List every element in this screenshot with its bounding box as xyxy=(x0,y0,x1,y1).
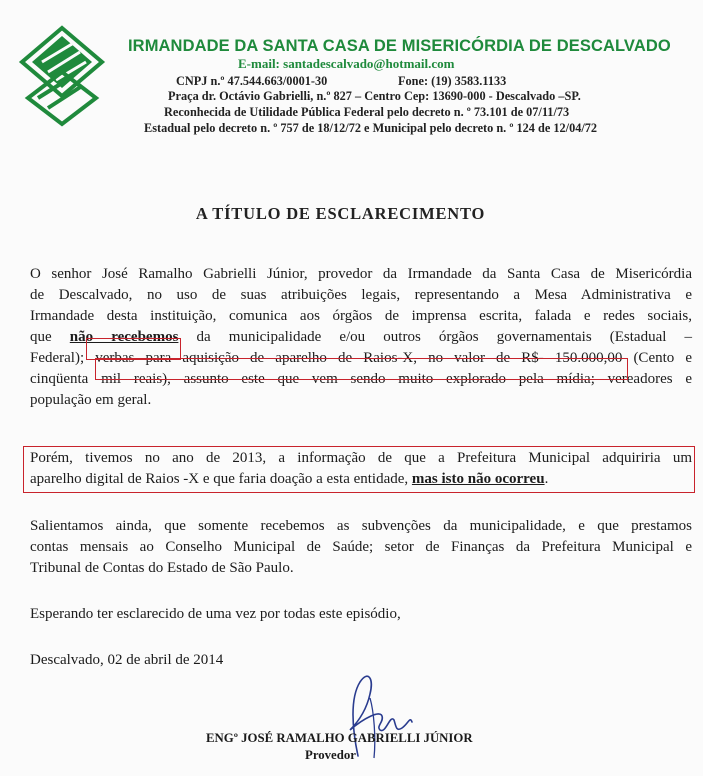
document-date: Descalvado, 02 de abril de 2014 xyxy=(30,652,224,668)
highlight-box-nao-recebemos xyxy=(86,338,181,360)
text-line: aparelho digital de Raios -X e que faria doação a esta entidade, mas isto não ocorreu. xyxy=(30,471,549,487)
paragraph-subventions xyxy=(30,516,692,579)
org-email: E-mail: santadescalvado@hotmail.com xyxy=(238,56,455,71)
highlight-mas-isto-nao-ocorreu: mas isto não ocorreu xyxy=(411,471,545,487)
text-line: Salientamos ainda, que somente recebemos as subvenções da municipalidade, e que prestamos xyxy=(30,518,692,534)
text-line: que não recebemos da municipalidade e/ou outros órgãos governamentais (Estadual – xyxy=(30,329,693,345)
paragraph-closing xyxy=(30,604,692,625)
santa-casa-logo-icon xyxy=(12,22,112,130)
handwritten-signature-icon xyxy=(330,668,420,760)
signatory-role: Provedor xyxy=(305,748,356,762)
text-line: de Descalvado, no uso de suas atribuições legais, representando a Mesa Administrativa e xyxy=(30,287,692,303)
highlight-box-paragraph-2013 xyxy=(23,446,695,493)
text-line: Irmandade desta instituição, comunica aos órgãos de imprensa escrita, falada e redes sociais, xyxy=(30,308,692,324)
text-line: população em geral. xyxy=(30,392,152,408)
org-cnpj: CNPJ n.º 47.544.663/0001-30 xyxy=(176,74,328,88)
highlight-nao-recebemos: não recebemos xyxy=(69,329,179,345)
text-line: Esperando ter esclarecido de uma vez por todas este episódio, xyxy=(30,606,401,622)
text-line: Federal); verbas para aquisição de aparelho de Raios-X, no valor de R$- 150.000,00 (Cento e xyxy=(30,350,692,366)
org-decree-federal: Reconhecida de Utilidade Pública Federal pelo decreto n. º 73.101 de 07/11/73 xyxy=(164,105,570,119)
text-line: Porém, tivemos no ano de 2013, a informação de que a Prefeitura Municipal adquiriria um xyxy=(30,450,692,466)
org-phone: Fone: (19) 3583.1133 xyxy=(398,74,507,88)
highlight-box-verbas xyxy=(95,358,628,380)
org-name: IRMANDADE DA SANTA CASA DE MISERICÓRDIA DE DESCALVADO xyxy=(128,37,671,55)
signatory-name: ENGº JOSÉ RAMALHO GABRIELLI JÚNIOR xyxy=(206,731,473,745)
text-line: contas mensais ao Conselho Municipal de Saúde; setor de Finanças da Prefeitura Municipal e xyxy=(30,539,692,555)
highlight-verbas-raios-x: verbas para aquisição de aparelho de Raios-X, no valor de R$- 150.000,00 xyxy=(95,350,623,366)
org-decree-state-municipal: Estadual pelo decreto n. º 757 de 18/12/72 e Municipal pelo decreto n. º 124 de 12/04/72 xyxy=(144,121,598,135)
text-line: O senhor José Ramalho Gabrielli Júnior, provedor da Irmandade da Santa Casa de Misericórdia xyxy=(30,266,692,282)
org-address: Praça dr. Octávio Gabrielli, n.º 827 – Centro Cep: 13690-000 - Descalvado –SP. xyxy=(168,89,581,103)
text-line: cinqüenta mil reais), assunto este que vem sendo muito explorado pela mídia; vereadores e xyxy=(30,371,692,387)
text-line: Tribunal de Contas do Estado de São Paulo. xyxy=(30,560,294,576)
document-title: A TÍTULO DE ESCLARECIMENTO xyxy=(195,204,486,223)
